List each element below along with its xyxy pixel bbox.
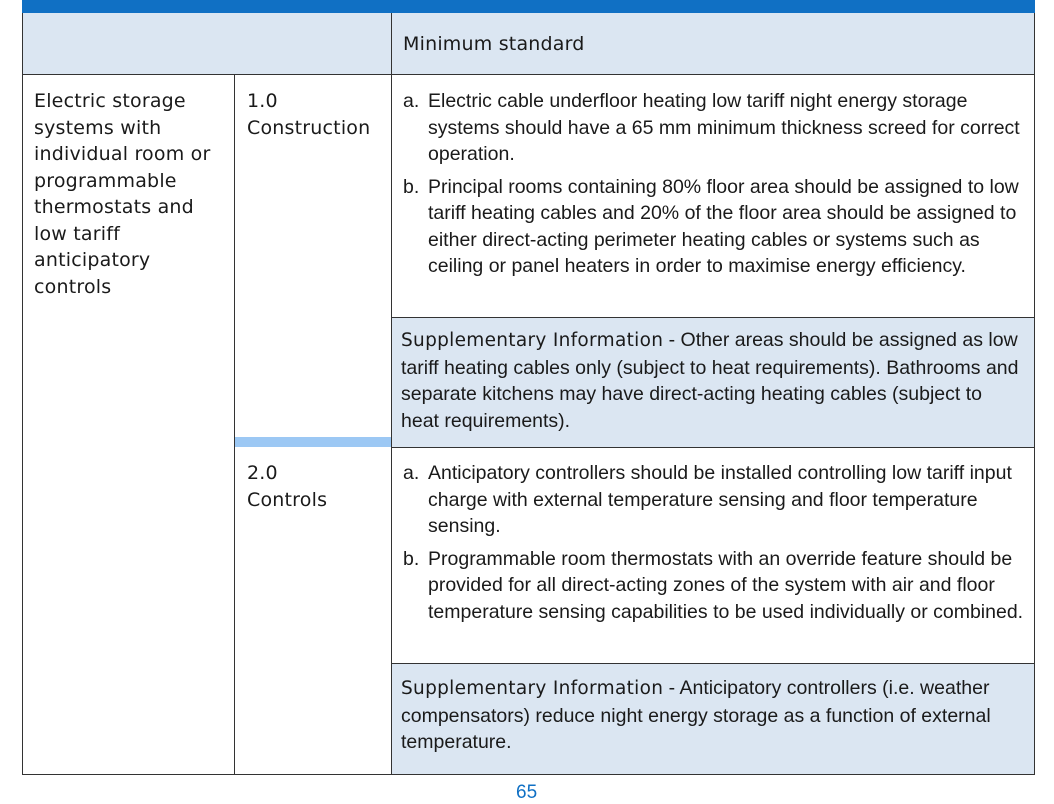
item-text: Principal rooms containing 80% floor area should be assigned to low tariff heating cables and 20% of the floor area should be assigned to either direct-acting perimeter heating cables or systems such as ceiling or panel heaters in order to maximise energy efficiency.	[428, 175, 1019, 277]
row-label-cell	[22, 74, 234, 774]
header-border-bottom	[22, 74, 1035, 75]
table-border-right	[1034, 13, 1035, 774]
supplementary-label: Supplementary Information	[401, 330, 664, 351]
top-accent-bar	[22, 0, 1035, 13]
item-text: Anticipatory controllers should be installed controlling low tariff input charge with external temperature sensing and floor temperature sensing.	[428, 462, 1012, 537]
item-letter: b.	[403, 547, 420, 570]
item-letter: b.	[403, 175, 420, 198]
header-row-empty	[22, 13, 391, 74]
header-divider	[391, 13, 392, 74]
supplementary-label: Supplementary Information	[401, 678, 664, 699]
item-letter: a.	[403, 90, 420, 112]
section-1-item-a	[403, 88, 1027, 168]
section-2-label-cell	[235, 448, 391, 774]
section-1-number: 1.0	[247, 90, 278, 112]
section-2-supplementary-cell	[391, 663, 1035, 774]
item-letter: a.	[403, 462, 420, 484]
section-1-title: Construction	[247, 116, 371, 139]
supplementary-text: - Anticipatory controllers (i.e. weather compensators) reduce night energy storage as a function of external temperature.	[401, 677, 991, 753]
section-1-label-cell	[235, 74, 391, 437]
column-divider-1	[234, 74, 235, 774]
column-divider-2	[391, 74, 392, 774]
page-number: 65	[516, 782, 538, 803]
row-label: Electric storage systems with individual room or programmable thermostats and low tariff anticipatory controls	[34, 90, 211, 298]
section-2-item-a	[403, 460, 1027, 540]
item-text: Programmable room thermostats with an override feature should be provided for all direct-acting zones of the system with air and floor temperature sensing capabilities to be used individually or combined.	[428, 547, 1024, 623]
header-minimum-standard: Minimum standard	[403, 33, 585, 55]
section-1-supplementary-cell	[391, 317, 1035, 447]
section-1-bottom	[391, 447, 1035, 448]
section-1-items-cell	[391, 74, 1035, 317]
table-border-left	[22, 13, 23, 774]
section-2-number: 2.0	[247, 462, 278, 484]
section-1-items-bottom	[391, 317, 1035, 318]
section-2-title: Controls	[247, 488, 328, 511]
section-2-item-b	[403, 546, 1027, 626]
section-1-item-b	[403, 174, 1027, 280]
table-border-bottom	[22, 774, 1035, 775]
header-minimum-standard-cell	[391, 13, 1035, 74]
supplementary-text: - Other areas should be assigned as low tariff heating cables only (subject to heat requirements). Bathrooms and separate kitchens may have direct-acting heating cables (subject to heat requirements).	[401, 329, 1019, 432]
section-2-items-bottom	[391, 663, 1035, 664]
item-text: Electric cable underfloor heating low tariff night energy storage systems should have a 65 mm minimum thickness screed for correct operation.	[428, 90, 1020, 165]
section-2-items-cell	[391, 448, 1035, 663]
section-divider-strip	[235, 437, 391, 447]
